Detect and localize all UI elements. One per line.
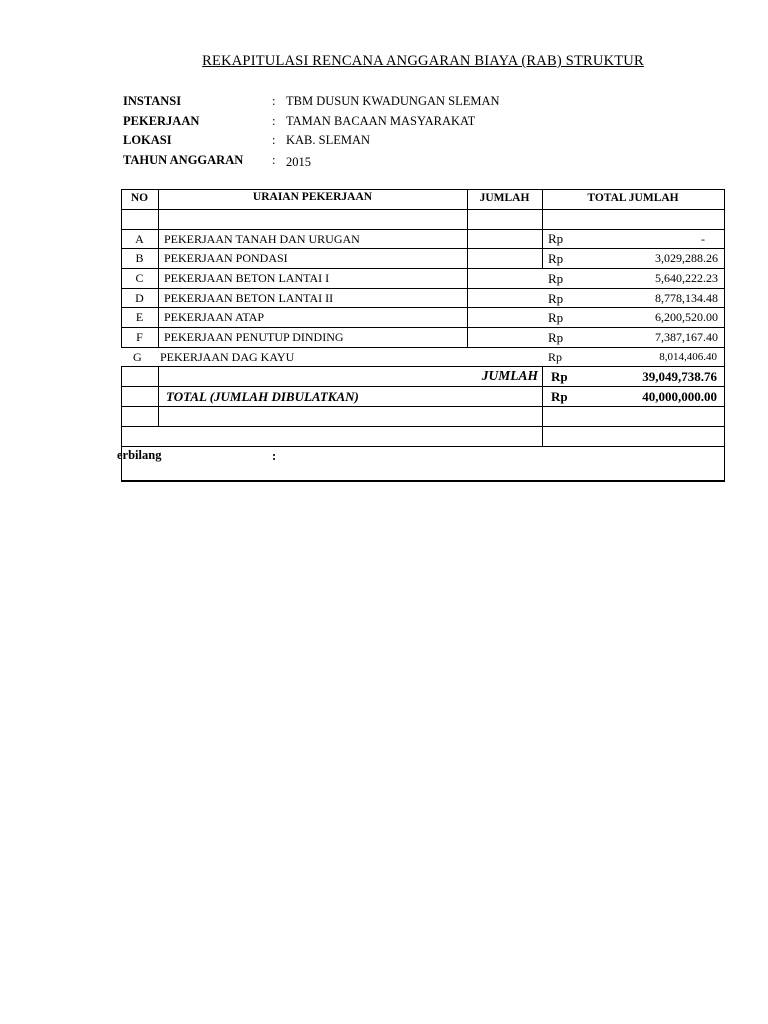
row-no: B <box>135 251 144 265</box>
info-label: INSTANSI <box>123 94 182 108</box>
table-rule <box>121 386 725 387</box>
row-uraian: PEKERJAAN PENUTUP DINDING <box>164 330 344 344</box>
info-colon: : <box>272 153 276 167</box>
row-no: E <box>135 310 144 324</box>
total-label: TOTAL (JUMLAH DIBULATKAN) <box>166 389 359 404</box>
table-col-rule <box>467 189 468 347</box>
info-label: TAHUN ANGGARAN <box>123 153 244 167</box>
row-uraian: PEKERJAAN ATAP <box>164 310 265 324</box>
row-uraian: PEKERJAAN BETON LANTAI II <box>164 291 334 305</box>
row-no: G <box>133 350 142 364</box>
header-jumlah: JUMLAH <box>479 192 530 204</box>
info-label: PEKERJAAN <box>123 114 200 128</box>
table-rule <box>121 209 725 210</box>
total-value: 40,000,000.00 <box>642 389 717 404</box>
row-total: - <box>701 232 705 246</box>
table-rule <box>121 406 725 407</box>
table-col-rule <box>724 189 725 481</box>
row-total: 7,387,167.40 <box>655 330 718 344</box>
table-col-rule <box>542 366 543 446</box>
jumlah-currency: Rp <box>551 369 568 384</box>
row-currency: Rp <box>548 330 564 345</box>
row-total: 8,014,406.40 <box>659 351 717 363</box>
row-total: 3,029,288.26 <box>655 251 718 265</box>
table-col-rule <box>158 189 159 347</box>
header-uraian: URAIAN PEKERJAAN <box>252 191 373 203</box>
table-rule <box>121 347 725 348</box>
row-uraian: PEKERJAAN TANAH DAN URUGAN <box>164 232 360 246</box>
info-value: KAB. SLEMAN <box>286 133 371 147</box>
table-border-bottom <box>121 480 725 482</box>
info-value: TBM DUSUN KWADUNGAN SLEMAN <box>286 94 500 108</box>
row-total: 8,778,134.48 <box>655 291 718 305</box>
row-uraian: PEKERJAAN BETON LANTAI I <box>164 271 330 285</box>
row-no: D <box>135 291 144 305</box>
terbilang-label: erbilang <box>117 448 162 462</box>
row-uraian: PEKERJAAN DAG KAYU <box>160 350 295 364</box>
table-col-rule <box>121 366 122 481</box>
table-rule <box>121 327 725 328</box>
info-value: TAMAN BACAAN MASYARAKAT <box>286 114 476 128</box>
table-col-rule <box>158 366 159 426</box>
table-rule <box>121 288 725 289</box>
table-border-top <box>121 189 725 190</box>
table-rule <box>121 248 725 249</box>
row-no: C <box>135 271 144 285</box>
info-label: LOKASI <box>123 133 172 147</box>
table-rule <box>121 366 725 367</box>
row-total: 6,200,520.00 <box>655 310 718 324</box>
row-total: 5,640,222.23 <box>655 271 718 285</box>
terbilang-colon: : <box>272 449 277 463</box>
table-rule <box>121 307 725 308</box>
row-currency: Rp <box>548 251 564 266</box>
table-rule <box>121 229 725 230</box>
jumlah-label: JUMLAH <box>481 368 538 383</box>
table-rule <box>121 446 725 447</box>
total-currency: Rp <box>551 389 568 404</box>
row-no: A <box>135 232 144 246</box>
table-rule <box>121 268 725 269</box>
header-no: NO <box>130 192 149 204</box>
info-colon: : <box>272 94 276 108</box>
row-uraian: PEKERJAAN PONDASI <box>164 251 288 265</box>
jumlah-total: 39,049,738.76 <box>642 369 717 384</box>
info-colon: : <box>272 133 276 147</box>
info-colon: : <box>272 114 276 128</box>
table-rule <box>121 426 725 427</box>
document-title: REKAPITULASI RENCANA ANGGARAN BIAYA (RAB) STRUKTUR <box>202 53 644 69</box>
row-currency: Rp <box>548 350 563 364</box>
row-no: F <box>136 330 143 344</box>
row-currency: Rp <box>548 271 564 286</box>
row-currency: Rp <box>548 310 564 325</box>
header-total: TOTAL JUMLAH <box>587 192 679 204</box>
info-value: 2015 <box>286 155 311 169</box>
row-currency: Rp <box>548 291 564 306</box>
row-currency: Rp <box>548 231 564 246</box>
